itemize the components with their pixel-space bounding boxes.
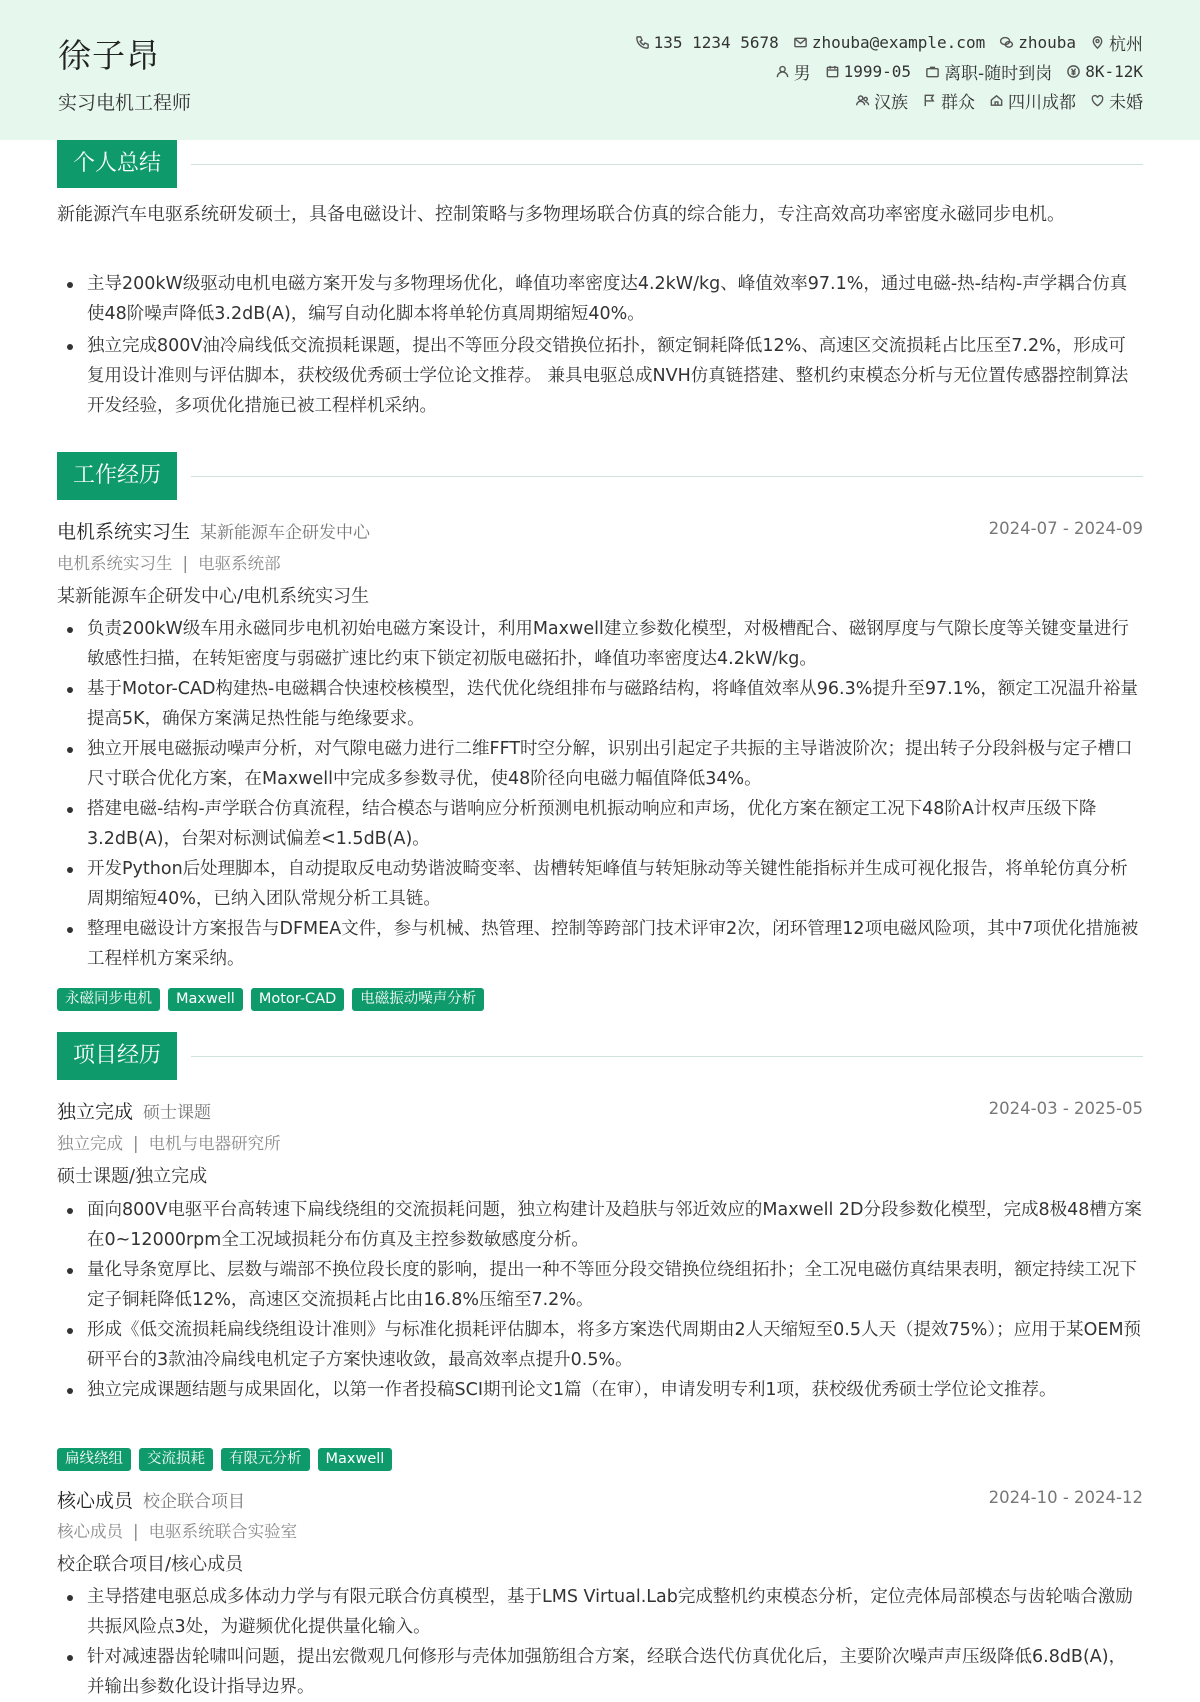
summary-section-title: 个人总结 xyxy=(57,140,177,188)
skill-tag: 扁线绕组 xyxy=(57,1448,131,1471)
list-item: 量化导条宽厚比、层数与端部不换位段长度的影响，提出一种不等匝分段交错换位绕组拓扑；全工况电磁仿真结果表明，额定持续工况下定子铜耗降低12%，高速区交流损耗占比由16.8%压缩至7.2%。 xyxy=(57,1255,1143,1315)
flag-icon xyxy=(922,93,937,108)
city-item xyxy=(1090,30,1143,55)
skill-tag: 有限元分析 xyxy=(221,1448,310,1471)
wechat-text: zhouba xyxy=(1018,33,1076,52)
work-section-title: 工作经历 xyxy=(57,452,177,500)
location-pin-icon xyxy=(1090,35,1105,50)
wechat-icon xyxy=(999,35,1014,50)
project-subtitle: 校企联合项目/核心成员 xyxy=(57,1554,244,1575)
list-item: 搭建电磁-结构-声学联合仿真流程，结合模态与谐响应分析预测电机振动响应和声场，优化方案在额定工况下48阶A计权声压级下降3.2dB(A)，台架对标测试偏差<1.5dB(A)。 xyxy=(57,794,1143,854)
heart-icon xyxy=(1090,93,1105,108)
work-org: 某新能源车企研发中心 xyxy=(200,523,371,543)
phone-text: 135 1234 5678 xyxy=(653,33,779,52)
list-item: 形成《低交流损耗扁线绕组设计准则》与标准化损耗评估脚本，将多方案迭代周期由2人天缩短至0.5人天（提效75%）；应用于某OEM预研平台的3款油冷扁线电机定子方案快速收敛，最高效率点提升0.5%。 xyxy=(57,1315,1143,1375)
project-bullets xyxy=(57,1195,1143,1405)
hometown-text: 四川成都 xyxy=(1008,93,1076,113)
projects-section-header xyxy=(57,1032,1143,1080)
ethnicity-text: 汉族 xyxy=(874,93,908,113)
skill-tag: Maxwell xyxy=(318,1448,393,1471)
list-item: 主导搭建电驱总成多体动力学与有限元联合仿真模型，基于LMS Virtual.Lab完成整机约束模态分析，定位壳体局部模态与齿轮啮合激励共振风险点3处，为避频优化提供量化输入。 xyxy=(57,1582,1143,1642)
summary-section-header xyxy=(57,140,1143,188)
mail-icon xyxy=(793,35,808,50)
project-date: 2024-03 - 2025-05 xyxy=(988,1099,1143,1118)
birth-item xyxy=(825,62,911,81)
email-item[interactable] xyxy=(793,33,985,52)
marital-text: 未婚 xyxy=(1109,93,1143,113)
project-meta-role: 核心成员 xyxy=(57,1522,123,1541)
project-entry-title xyxy=(57,1486,245,1513)
ethnicity-item xyxy=(855,88,908,113)
work-section-header xyxy=(57,452,1143,500)
money-icon xyxy=(1066,64,1081,79)
project-meta xyxy=(57,1518,297,1542)
skill-tag: 电磁振动噪声分析 xyxy=(352,988,484,1011)
people-icon xyxy=(855,93,870,108)
project-tags xyxy=(57,1448,392,1471)
user-icon xyxy=(775,64,790,79)
resume-header xyxy=(0,0,1200,140)
status-item xyxy=(925,59,1052,84)
project-subtitle: 硕士课题/独立完成 xyxy=(57,1166,208,1187)
list-item: 独立完成课题结题与成果固化，以第一作者投稿SCI期刊论文1篇（在审），申请发明专利1项，获校级优秀硕士学位论文推荐。 xyxy=(57,1375,1143,1405)
city-text: 杭州 xyxy=(1109,35,1143,55)
email-text: zhouba@example.com xyxy=(811,33,986,52)
salary-item xyxy=(1066,62,1143,81)
list-item: 基于Motor-CAD构建热-电磁耦合快速校核模型，迭代优化绕组排布与磁路结构，将峰值效率从96.3%提升至97.1%，额定工况温升裕量提高5K，确保方案满足热性能与绝缘要求。 xyxy=(57,674,1143,734)
list-item: 主导200kW级驱动电机电磁方案开发与多物理场优化，峰值功率密度达4.2kW/kg、峰值效率97.1%，通过电磁-热-结构-声学耦合仿真使48阶噪声降低3.2dB(A)，编写自动化脚本将单轮仿真周期缩短40%。 xyxy=(57,269,1143,329)
salary-text: 8K-12K xyxy=(1085,62,1143,81)
list-item: 开发Python后处理脚本，自动提取反电动势谐波畸变率、齿槽转矩峰值与转矩脉动等关键性能指标并生成可视化报告，将单轮仿真分析周期缩短40%，已纳入团队常规分析工具链。 xyxy=(57,854,1143,914)
status-text: 离职-随时到岗 xyxy=(944,64,1053,84)
project-bullets xyxy=(57,1582,1143,1702)
work-entry-title xyxy=(57,517,370,544)
summary-intro: 新能源汽车电驱系统研发硕士，具备电磁设计、控制策略与多物理场联合仿真的综合能力，专注高效高功率密度永磁同步电机。 xyxy=(57,204,1065,225)
skill-tag: 交流损耗 xyxy=(139,1448,213,1471)
meta-separator: | xyxy=(133,1522,139,1541)
gender-item xyxy=(775,59,811,84)
section-divider xyxy=(191,164,1143,165)
candidate-role: 实习电机工程师 xyxy=(58,92,192,114)
phone-icon xyxy=(635,35,650,50)
skill-tag: Maxwell xyxy=(168,988,243,1011)
project-meta-role: 独立完成 xyxy=(57,1134,123,1153)
phone-item[interactable] xyxy=(635,33,779,52)
list-item: 负责200kW级车用永磁同步电机初始电磁方案设计，利用Maxwell建立参数化模型，对极槽配合、磁钢厚度与气隙长度等关键变量进行敏感性扫描，在转矩密度与弱磁扩速比约束下锁定初版电磁拓扑，峰值功率密度达4.2kW/kg。 xyxy=(57,614,1143,674)
projects-section-title: 项目经历 xyxy=(57,1032,177,1080)
birth-text: 1999-05 xyxy=(843,62,912,81)
marital-item xyxy=(1090,88,1143,113)
contact-row-1 xyxy=(635,30,1143,55)
work-meta-role: 电机系统实习生 xyxy=(57,554,173,573)
work-tags xyxy=(57,988,484,1011)
contact-row-2 xyxy=(775,59,1143,84)
candidate-name: 徐子昂 xyxy=(58,36,160,75)
work-position: 电机系统实习生 xyxy=(57,521,191,543)
project-position: 核心成员 xyxy=(57,1490,134,1512)
list-item: 面向800V电驱平台高转速下扁线绕组的交流损耗问题，独立构建计及趋肤与邻近效应的Maxwell 2D分段参数化模型，完成8极48槽方案在0~12000rpm全工况域损耗分布仿真及主控参数敏感度分析。 xyxy=(57,1195,1143,1255)
list-item: 针对减速器齿轮啸叫问题，提出宏微观几何修形与壳体加强筋组合方案，经联合迭代仿真优化后，主要阶次噪声声压级降低6.8dB(A)，并输出参数化设计指导边界。 xyxy=(57,1642,1143,1702)
hometown-item xyxy=(989,88,1076,113)
home-icon xyxy=(989,93,1004,108)
work-date: 2024-07 - 2024-09 xyxy=(988,519,1143,538)
project-date: 2024-10 - 2024-12 xyxy=(988,1488,1143,1507)
politics-item xyxy=(922,88,975,113)
list-item: 独立开展电磁振动噪声分析，对气隙电磁力进行二维FFT时空分解，识别出引起定子共振的主导谐波阶次；提出转子分段斜极与定子槽口尺寸联合优化方案，在Maxwell中完成多参数寻优，使48阶径向电磁力幅值降低34%。 xyxy=(57,734,1143,794)
work-meta-dept: 电驱系统部 xyxy=(198,554,281,573)
work-subtitle: 某新能源车企研发中心/电机系统实习生 xyxy=(57,586,370,607)
politics-text: 群众 xyxy=(941,93,975,113)
meta-separator: | xyxy=(133,1134,139,1153)
list-item: 整理电磁设计方案报告与DFMEA文件，参与机械、热管理、控制等跨部门技术评审2次，闭环管理12项电磁风险项，其中7项优化措施被工程样机方案采纳。 xyxy=(57,914,1143,974)
project-meta-dept: 电驱系统联合实验室 xyxy=(148,1522,298,1541)
section-divider xyxy=(191,476,1143,477)
summary-bullets xyxy=(57,269,1143,421)
contact-row-3 xyxy=(855,88,1143,113)
section-divider xyxy=(191,1056,1143,1057)
skill-tag: Motor-CAD xyxy=(251,988,344,1011)
project-meta-dept: 电机与电器研究所 xyxy=(148,1134,281,1153)
gender-text: 男 xyxy=(793,64,811,84)
project-meta xyxy=(57,1130,281,1154)
calendar-icon xyxy=(825,64,840,79)
work-bullets xyxy=(57,614,1143,974)
project-org: 硕士课题 xyxy=(143,1103,212,1123)
project-position: 独立完成 xyxy=(57,1101,134,1123)
project-org: 校企联合项目 xyxy=(143,1492,246,1512)
wechat-item[interactable] xyxy=(999,33,1076,52)
briefcase-icon xyxy=(925,64,940,79)
work-meta xyxy=(57,550,281,574)
skill-tag: 永磁同步电机 xyxy=(57,988,160,1011)
project-entry-title xyxy=(57,1097,211,1124)
meta-separator: | xyxy=(182,554,189,573)
list-item: 独立完成800V油冷扁线低交流损耗课题，提出不等匝分段交错换位拓扑，额定铜耗降低12%、高速区交流损耗占比压至7.2%，形成可复用设计准则与评估脚本，获校级优秀硕士学位论文推荐。 兼具电驱总成NVH仿真链搭建、整机约束模态分析与无位置传感器控制算法开发经验，多项优化措施已被工程样机采纳。 xyxy=(57,331,1143,421)
